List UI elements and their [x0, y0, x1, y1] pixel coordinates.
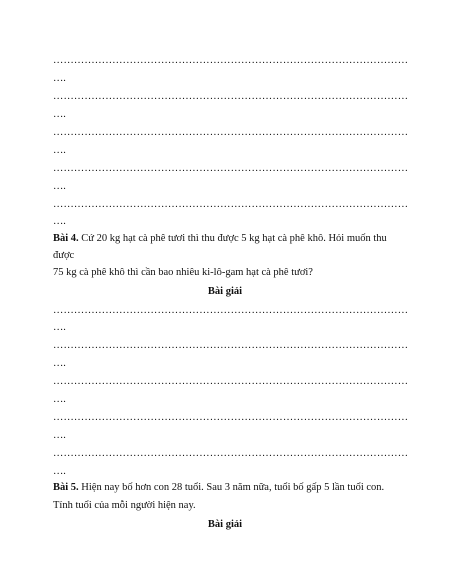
answer-dotted-line: …………………………………………………………………………………………: [53, 91, 409, 102]
answer-dotted-line: …………………………………………………………………………………………: [53, 127, 409, 138]
answer-dotted-line: …………………………………………………………………………………………: [53, 412, 409, 423]
problem-5-text: Hiện nay bố hơn con 28 tuổi. Sau 3 năm nữa, tuổi bố gấp 5 lần tuổi con.: [78, 482, 385, 493]
answer-dotted-line: …………………………………………………………………………………………: [53, 376, 409, 387]
solution-title: Bài giải: [207, 519, 243, 530]
answer-dotted-line: …………………………………………………………………………………………: [53, 305, 409, 316]
answer-dotted-line: …………………………………………………………………………………………: [53, 340, 409, 351]
answer-dotted-tail: ….: [53, 109, 66, 120]
problem-5-line-1: [53, 482, 384, 494]
problem-5-label: Bài 5.: [53, 482, 79, 493]
problem-4-text: Cứ 20 kg hạt cà phê tươi thì thu được 5 kg hạt cà phê khô. Hỏi muốn thu: [78, 233, 387, 244]
problem-4-line-2: được: [53, 250, 75, 261]
solution-title: Bài giải: [207, 286, 243, 297]
answer-dotted-tail: ….: [53, 216, 66, 227]
answer-dotted-tail: ….: [53, 430, 66, 441]
answer-dotted-line: …………………………………………………………………………………………: [53, 199, 409, 210]
answer-dotted-line: …………………………………………………………………………………………: [53, 448, 409, 459]
problem-5-line-2: Tính tuổi của mỗi người hiện nay.: [53, 500, 196, 511]
problem-4-line-3: 75 kg cà phê khô thì cần bao nhiêu ki-lô-gam hạt cà phê tươi?: [53, 267, 313, 278]
answer-dotted-tail: ….: [53, 394, 66, 405]
problem-4-label: Bài 4.: [53, 233, 79, 244]
answer-dotted-line: …………………………………………………………………………………………: [53, 55, 409, 66]
answer-dotted-tail: ….: [53, 181, 66, 192]
answer-dotted-line: …………………………………………………………………………………………: [53, 163, 409, 174]
problem-4-line-1: [53, 233, 387, 245]
answer-dotted-tail: ….: [53, 322, 66, 333]
answer-dotted-tail: ….: [53, 73, 66, 84]
answer-dotted-tail: ….: [53, 358, 66, 369]
answer-dotted-tail: ….: [53, 145, 66, 156]
answer-dotted-tail: ….: [53, 466, 66, 477]
